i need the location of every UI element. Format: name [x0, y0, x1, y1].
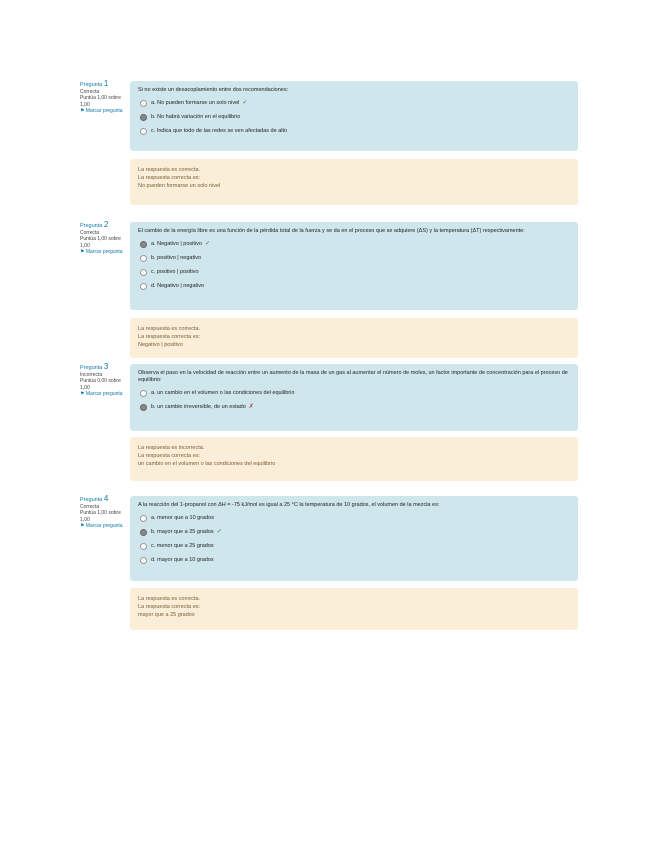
answer-option[interactable]: c. Indica que todo de las redes se ven afectadas de alto [138, 128, 570, 135]
radio-button[interactable] [140, 390, 147, 397]
radio-button[interactable] [140, 128, 147, 135]
radio-button[interactable] [140, 255, 147, 262]
answer-option[interactable]: a. menor que a 10 grados [138, 515, 570, 522]
feedback-answer: No pueden formarse un solo nivel [138, 183, 221, 189]
flag-icon: ⚑ [80, 391, 85, 397]
question-number: Pregunta 3 [80, 362, 109, 371]
question-status: Correcta [80, 88, 100, 95]
answer-option[interactable]: d. Negativo | negativo [138, 283, 570, 290]
feedback-label: La respuesta correcta es: [138, 604, 201, 610]
flag-icon: ⚑ [80, 523, 85, 529]
question-score: Puntúa 1,00 sobre 1,00 [80, 95, 121, 108]
radio-button[interactable] [140, 543, 147, 550]
radio-button[interactable] [140, 529, 147, 536]
check-icon: ✓ [204, 241, 210, 247]
question-box [130, 364, 578, 431]
radio-button[interactable] [140, 515, 147, 522]
feedback-result: La respuesta es correcta. [138, 326, 201, 332]
radio-button[interactable] [140, 114, 147, 121]
feedback-box [130, 588, 578, 630]
answer-option[interactable]: b. positivo | negativo [138, 255, 570, 262]
question-box [130, 222, 578, 310]
feedback-label: La respuesta correcta es: [138, 453, 201, 459]
feedback-result: La respuesta es correcta. [138, 596, 201, 602]
question-status: Correcta [80, 503, 100, 510]
question-number: Pregunta 2 [80, 220, 109, 229]
answer-option[interactable]: c. positivo | positivo [138, 269, 570, 276]
question-number: Pregunta 1 [80, 79, 109, 88]
feedback-box [130, 159, 578, 205]
radio-button[interactable] [140, 241, 147, 248]
flag-icon: ⚑ [80, 249, 85, 255]
answer-option[interactable]: b. mayor que a 25 grados ✓ [138, 529, 570, 536]
question-text: El cambio de la energía libre es una función de la pérdida total de la fuerza y se da en el proceso que se adquiere (ΔS) y la temperatura (ΔT) respectivamente: [138, 228, 525, 234]
feedback-answer: un cambio en el volumen o las condiciones del equilibrio [138, 461, 276, 467]
question-box [130, 496, 578, 581]
answer-option[interactable]: d. mayor que a 10 grados [138, 557, 570, 564]
feedback-result: La respuesta es correcta. [138, 167, 201, 173]
flag-icon: ⚑ [80, 108, 85, 114]
radio-button[interactable] [140, 283, 147, 290]
radio-button[interactable] [140, 557, 147, 564]
question-score: Puntúa 0,00 sobre 1,00 [80, 378, 121, 391]
flag-question-link[interactable]: ⚑ Marcar pregunta [80, 523, 123, 529]
question-box [130, 81, 578, 151]
answer-option[interactable]: b. No habrá variación en el equilibrio [138, 114, 570, 121]
question-text: A la reacción del 1-propanol con ΔH = -75 kJ/mol es igual a 25 °C la temperatura de 10 grados, el volumen de la mezcla es: [138, 502, 440, 508]
answer-option[interactable]: a. No pueden formarse un solo nivel ✓ [138, 100, 570, 107]
feedback-box [130, 437, 578, 481]
feedback-label: La respuesta correcta es: [138, 334, 201, 340]
flag-question-link[interactable]: ⚑ Marcar pregunta [80, 108, 123, 114]
radio-button[interactable] [140, 404, 147, 411]
answer-option[interactable]: a. un cambio en el volumen o las condiciones del equilibrio [138, 390, 570, 397]
feedback-answer: Negativo | positivo [138, 342, 183, 348]
cross-icon: ✗ [248, 404, 254, 410]
question-info [80, 222, 124, 256]
flag-question-link[interactable]: ⚑ Marcar pregunta [80, 249, 123, 255]
question-score: Puntúa 1,00 sobre 1,00 [80, 510, 121, 523]
answer-option[interactable]: c. menor que a 25 grados [138, 543, 570, 550]
question-info [80, 81, 124, 115]
question-score: Puntúa 1,00 sobre 1,00 [80, 236, 121, 249]
feedback-result: La respuesta es incorrecta. [138, 445, 205, 451]
question-text: Si no existe un desacoplamiento entre dos recomendaciones: [138, 87, 289, 93]
question-status: Incorrecta [80, 371, 103, 378]
check-icon: ✓ [242, 100, 248, 106]
radio-button[interactable] [140, 269, 147, 276]
check-icon: ✓ [216, 529, 222, 535]
feedback-answer: mayor que a 25 grados [138, 612, 195, 618]
question-text: Observa el paso en la velocidad de reacción entre un aumento de la masa de un gas al aumentar el número de moles, un factor importante de concentración para el proceso de equilibrio: [138, 370, 568, 383]
question-status: Correcta [80, 229, 100, 236]
question-info [80, 496, 124, 530]
radio-button[interactable] [140, 100, 147, 107]
question-info [80, 364, 124, 398]
answer-option[interactable]: b. un cambio irreversible, de un estado ✗ [138, 404, 570, 411]
question-number: Pregunta 4 [80, 494, 109, 503]
feedback-label: La respuesta correcta es: [138, 175, 201, 181]
answer-option[interactable]: a. Negativo | positivo ✓ [138, 241, 570, 248]
flag-question-link[interactable]: ⚑ Marcar pregunta [80, 391, 123, 397]
feedback-box [130, 318, 578, 358]
